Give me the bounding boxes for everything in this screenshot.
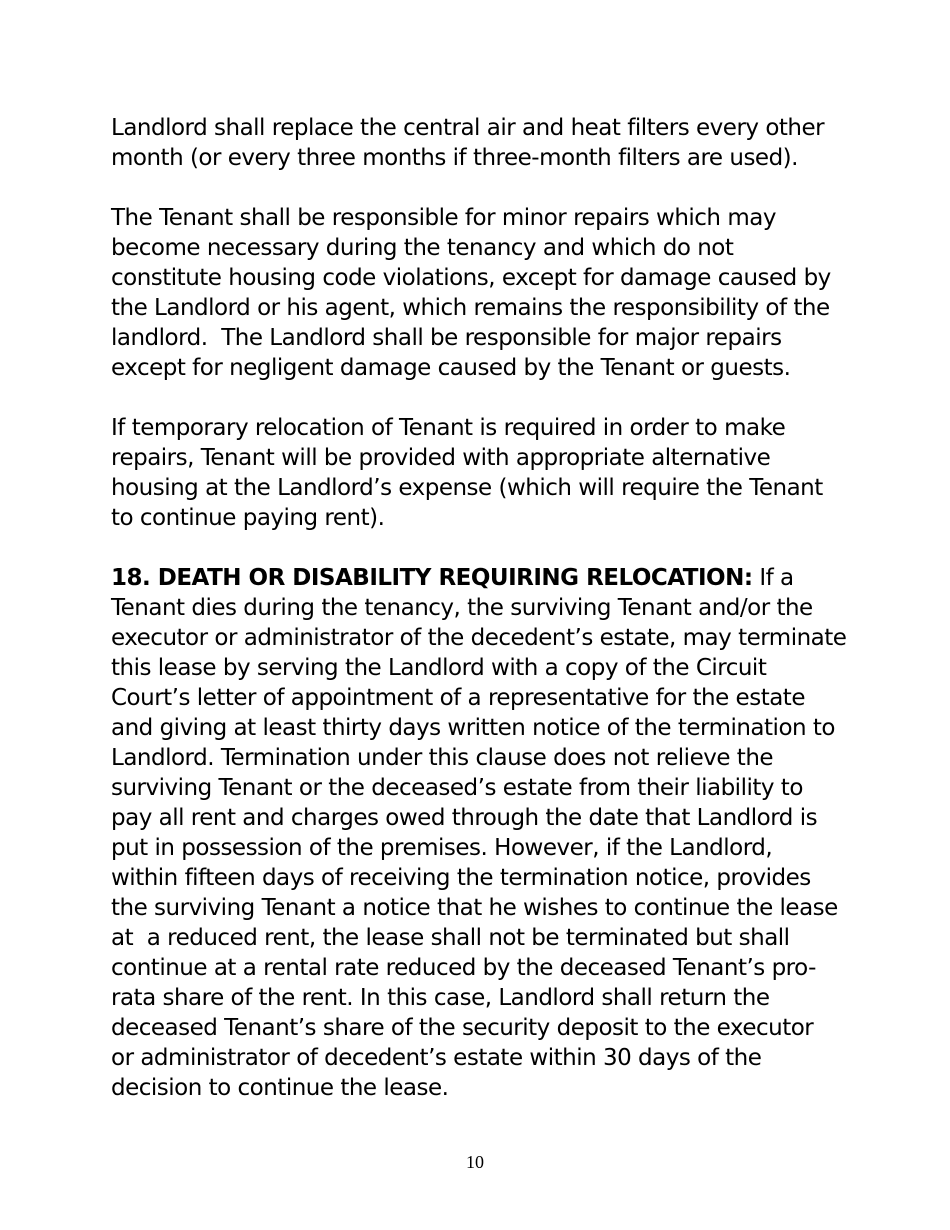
text-line: deceased Tenant’s share of the security deposit to the executor	[111, 1015, 814, 1041]
text-line: rata share of the rent. In this case, Landlord shall return the	[111, 985, 770, 1011]
text-line: Landlord. Termination under this clause does not relieve the	[111, 745, 774, 771]
text-line: Tenant dies during the tenancy, the surviving Tenant and/or the	[111, 595, 813, 621]
text-line: except for negligent damage caused by the Tenant or guests.	[111, 355, 791, 381]
text-line: executor or administrator of the decedent’s estate, may terminate	[111, 625, 847, 651]
text-line: the surviving Tenant a notice that he wishes to continue the lease	[111, 895, 838, 921]
text-line: housing at the Landlord’s expense (which will require the Tenant	[111, 475, 823, 501]
text-line: and giving at least thirty days written notice of the termination to	[111, 715, 835, 741]
paragraph-repairs	[111, 203, 841, 383]
document-body	[111, 113, 847, 1103]
text-line: month (or every three months if three-month filters are used).	[111, 145, 798, 171]
text-line: or administrator of decedent’s estate within 30 days of the	[111, 1045, 762, 1071]
text-line: to continue paying rent).	[111, 505, 385, 531]
text-line: surviving Tenant or the deceased’s estate from their liability to	[111, 775, 803, 801]
text-line: landlord. The Landlord shall be responsible for major repairs	[111, 325, 782, 351]
text-line: If temporary relocation of Tenant is required in order to make	[111, 415, 786, 441]
text-line: constitute housing code violations, except for damage caused by	[111, 265, 831, 291]
text-line: at a reduced rent, the lease shall not be terminated but shall	[111, 925, 790, 951]
text-line: within fifteen days of receiving the termination notice, provides	[111, 865, 811, 891]
section-18-heading: 18. DEATH OR DISABILITY REQUIRING RELOCATION:	[111, 565, 753, 591]
section-18	[111, 563, 847, 1103]
text-line: the Landlord or his agent, which remains the responsibility of the	[111, 295, 830, 321]
text-fragment: If a	[752, 565, 794, 591]
text-line: this lease by serving the Landlord with a copy of the Circuit	[111, 655, 767, 681]
text-line: pay all rent and charges owed through the date that Landlord is	[111, 805, 818, 831]
text-line: The Tenant shall be responsible for minor repairs which may	[111, 205, 776, 231]
section-18-first-line	[111, 563, 841, 593]
text-line: repairs, Tenant will be provided with appropriate alternative	[111, 445, 771, 471]
text-line: become necessary during the tenancy and which do not	[111, 235, 734, 261]
text-line: put in possession of the premises. However, if the Landlord,	[111, 835, 773, 861]
text-line: decision to continue the lease.	[111, 1075, 449, 1101]
page-number: 10	[466, 1152, 484, 1172]
text-line: continue at a rental rate reduced by the deceased Tenant’s pro-	[111, 955, 816, 981]
text-line: Landlord shall replace the central air and heat filters every other	[111, 115, 825, 141]
paragraph-relocation	[111, 413, 841, 533]
paragraph-filters	[111, 113, 841, 173]
text-line: Court’s letter of appointment of a representative for the estate	[111, 685, 805, 711]
